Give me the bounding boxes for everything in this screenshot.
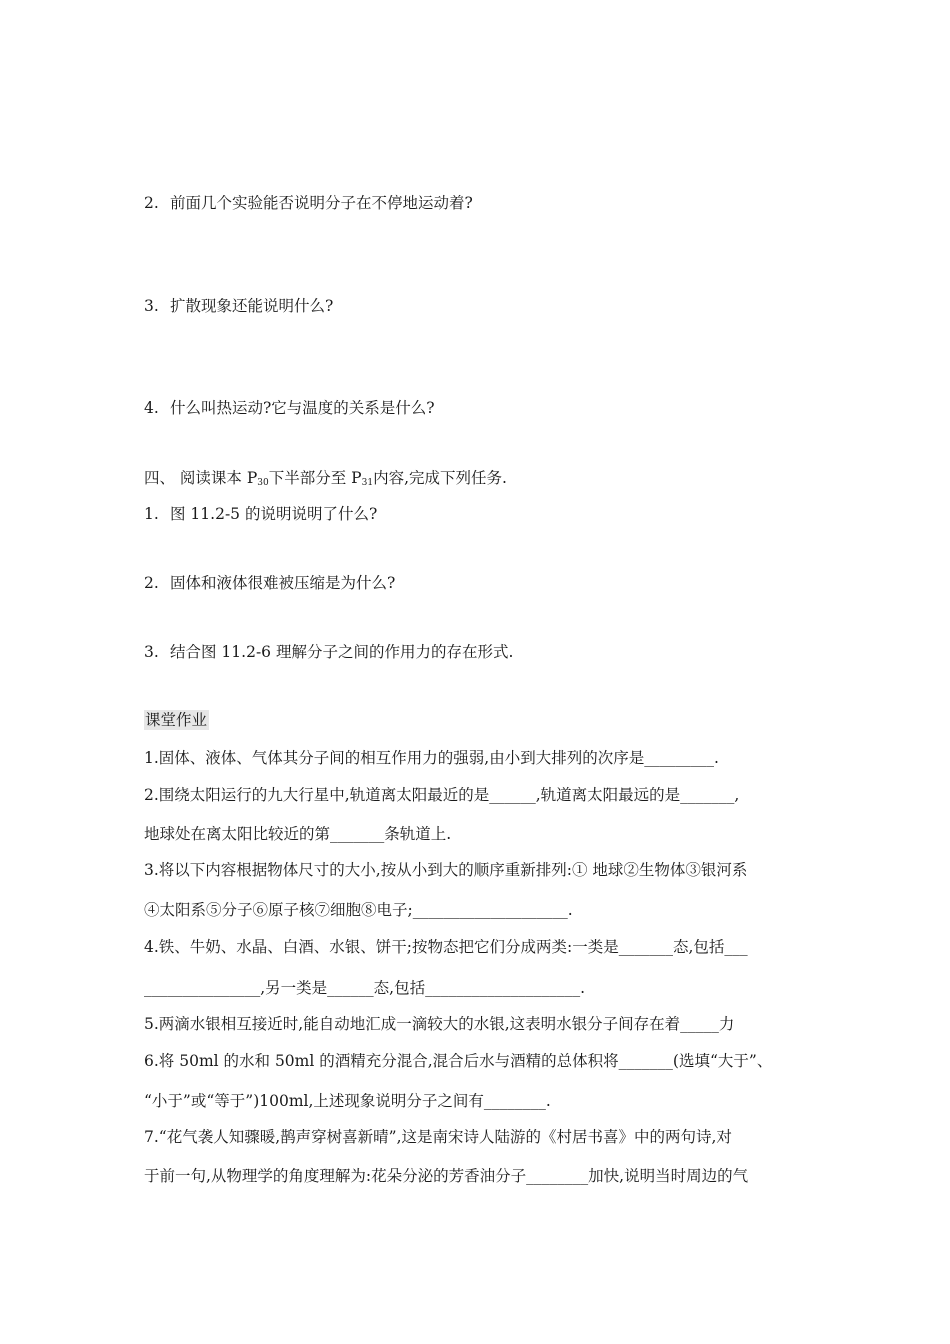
homework-line: 4.铁、牛奶、水晶、白酒、水银、饼干;按物态把它们分成两类:一类是_______态,包括___ (144, 938, 748, 956)
question-text: 图 11.2-5 的说明说明了什么? (170, 505, 378, 523)
question-number: 3. (144, 643, 159, 661)
question-text: 什么叫热运动?它与温度的关系是什么? (170, 399, 435, 417)
homework-line: 6.将 50ml 的水和 50ml 的酒精充分混合,混合后水与酒精的总体积将_______(选填“大于”、 (144, 1052, 773, 1070)
section-heading-prefix: 四、 阅读课本 P (144, 469, 258, 487)
question-item (144, 642, 513, 662)
question-text: 结合图 11.2-6 理解分子之间的作用力的存在形式. (170, 643, 514, 661)
question-item (144, 573, 395, 593)
question-item (144, 193, 473, 213)
page-number-sub: 31 (361, 478, 374, 488)
homework-line: 地球处在离太阳比较近的第_______条轨道上. (144, 825, 452, 843)
homework-line: 1.固体、液体、气体其分子间的相互作用力的强弱,由小到大排列的次序是_________. (144, 749, 719, 767)
question-number: 2. (144, 574, 159, 592)
question-number: 2. (144, 194, 159, 212)
question-number: 4. (144, 399, 159, 417)
question-text: 扩散现象还能说明什么? (170, 297, 334, 315)
homework-line: 于前一句,从物理学的角度理解为:花朵分泌的芳香油分子________加快,说明当时周边的气 (144, 1167, 749, 1185)
homework-line: 2.围绕太阳运行的九大行星中,轨道离太阳最近的是______,轨道离太阳最远的是_______, (144, 786, 740, 804)
question-item (144, 296, 333, 316)
section-heading-suffix: 内容,完成下列任务. (373, 469, 507, 487)
section-heading (144, 468, 507, 493)
section-heading-middle: 下半部分至 P (268, 469, 362, 487)
homework-title: 课堂作业 (145, 711, 208, 729)
question-number: 3. (144, 297, 159, 315)
homework-line: _______________,另一类是______态,包括____________________. (144, 979, 586, 997)
question-number: 1. (144, 505, 159, 523)
homework-line: 5.两滴水银相互接近时,能自动地汇成一滴较大的水银,这表明水银分子间存在着_____力 (144, 1015, 735, 1033)
homework-line: ④太阳系⑤分子⑥原子核⑦细胞⑧电子;____________________. (144, 901, 573, 919)
homework-line: 7.“花气袭人知骤暖,鹊声穿树喜新晴”,这是南宋诗人陆游的《村居书喜》中的两句诗,对 (144, 1128, 732, 1146)
question-item (144, 398, 435, 418)
question-text: 前面几个实验能否说明分子在不停地运动着? (170, 194, 473, 212)
page-number-sub: 30 (257, 478, 269, 488)
question-text: 固体和液体很难被压缩是为什么? (170, 574, 396, 592)
homework-line: 3.将以下内容根据物体尺寸的大小,按从小到大的顺序重新排列:① 地球②生物体③银河系 (144, 861, 748, 879)
homework-line: “小于”或“等于”)100ml,上述现象说明分子之间有________. (144, 1092, 551, 1110)
question-item (144, 504, 377, 524)
